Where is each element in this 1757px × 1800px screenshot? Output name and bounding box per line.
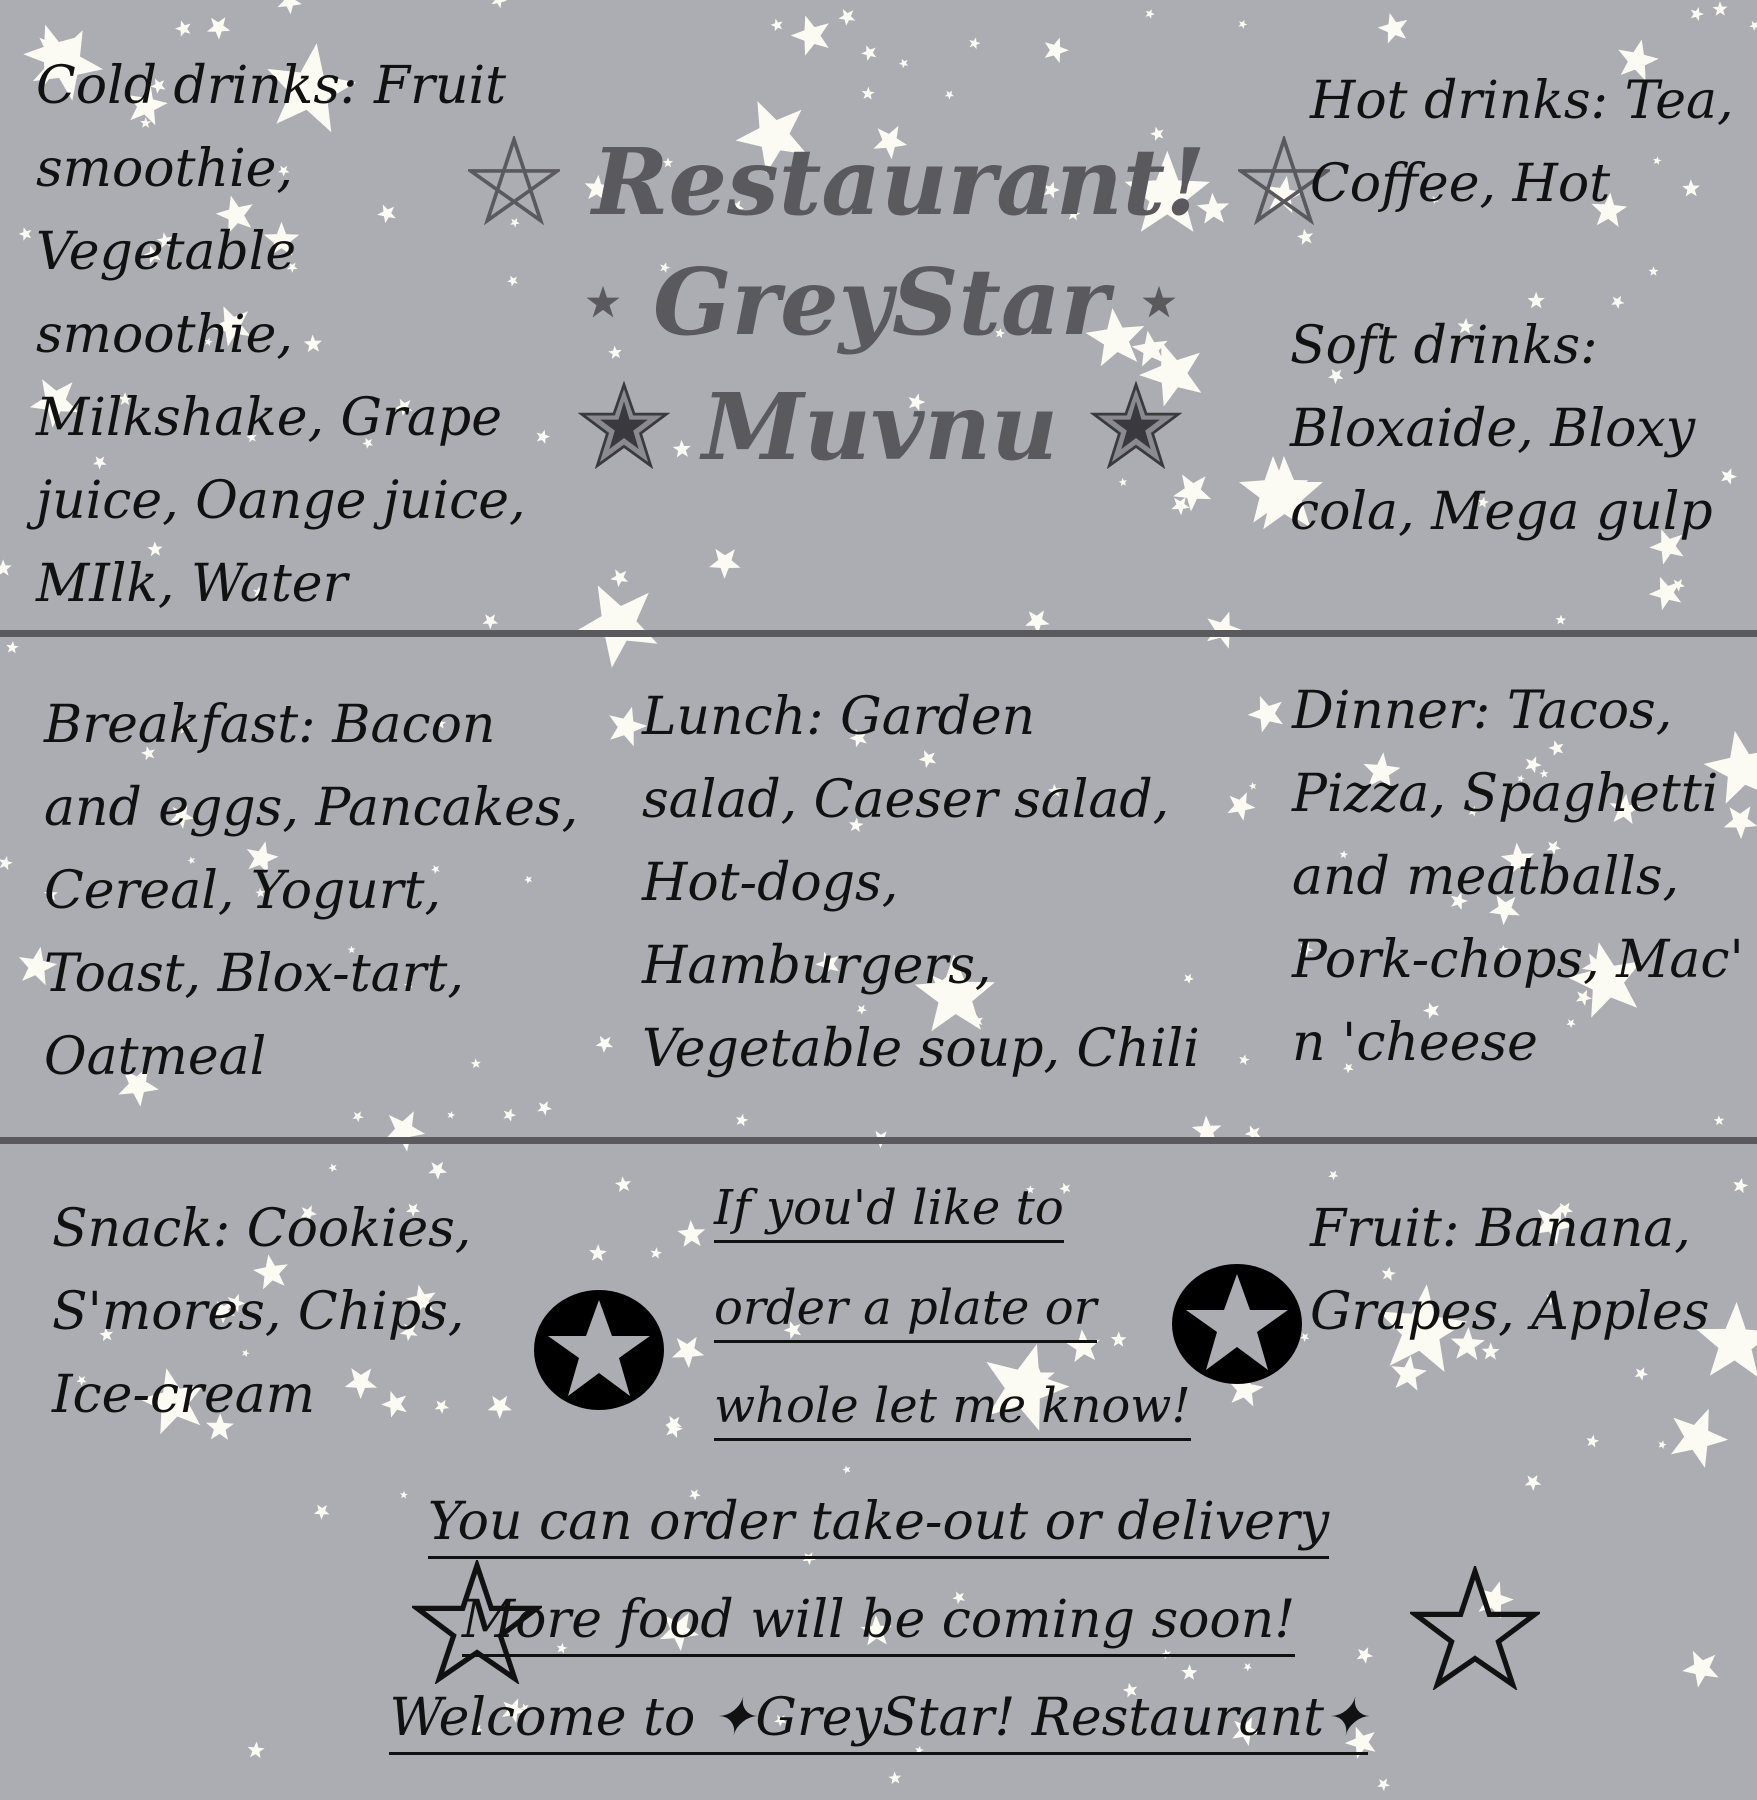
- dinner-list: Dinner: Tacos, Pizza, Spaghetti and meatballs, Pork-chops, Mac' n 'cheese: [1292, 681, 1744, 1073]
- background-star: [899, 59, 909, 69]
- background-star: [677, 1220, 705, 1247]
- background-star: [615, 1176, 631, 1192]
- background-star: [175, 20, 191, 36]
- footer-line-3: Welcome to ✦GreyStar! Restaurant✦: [0, 1688, 1757, 1748]
- background-star: [1671, 1409, 1728, 1468]
- background-star: [1749, 21, 1757, 31]
- background-star: [945, 91, 954, 100]
- nautical-star-icon: [578, 381, 670, 473]
- background-star: [842, 1465, 850, 1473]
- badge-star-icon: [532, 1288, 666, 1412]
- background-star: [0, 856, 13, 870]
- background-star: [1243, 1663, 1252, 1671]
- background-star: [736, 1114, 748, 1127]
- background-star: [862, 87, 875, 100]
- background-star: [6, 641, 18, 653]
- background-star: [969, 38, 980, 50]
- background-star: [1248, 696, 1283, 733]
- cold-drinks-list: Cold drinks: Fruit smoothie, Vegetable smoothie, Milkshake, Grape juice, Oange juice, MIlk, Water: [36, 56, 526, 614]
- background-star: [492, 0, 508, 8]
- background-star: [1227, 792, 1255, 820]
- background-star: [207, 17, 230, 39]
- background-star: [1249, 782, 1257, 790]
- background-star: [1525, 1475, 1542, 1491]
- background-star: [1181, 1664, 1197, 1680]
- section-divider: [0, 630, 1757, 637]
- background-star: [838, 9, 855, 26]
- snack-list: Snack: Cookies, S'mores, Chips, Ice-cream: [52, 1199, 472, 1425]
- background-star: [1111, 1332, 1127, 1347]
- background-star: [1556, 615, 1566, 625]
- background-star: [537, 1101, 552, 1116]
- title-menu: Muvnu: [702, 373, 1058, 482]
- title-row-1: [468, 120, 1330, 236]
- background-star: [1045, 38, 1069, 64]
- background-star: [888, 1772, 901, 1785]
- small-star-icon: [1141, 284, 1177, 320]
- background-star: [1328, 1171, 1338, 1181]
- background-star: [503, 1109, 516, 1122]
- lunch-list: Lunch: Garden salad, Caeser salad, Hot-dogs, Hamburgers, Vegetable soup, Chili: [642, 687, 1200, 1079]
- fruit-list: Fruit: Banana, Grapes, Apples: [1310, 1199, 1710, 1342]
- title-restaurant: Restaurant!: [592, 128, 1206, 237]
- order-note-line-1: If you'd like to: [714, 1180, 1064, 1236]
- background-star: [791, 16, 829, 56]
- background-star: [1239, 1054, 1249, 1065]
- hot-drinks-list: Hot drinks: Tea, Coffee, Hot: [1310, 71, 1734, 214]
- background-star: [589, 1244, 607, 1261]
- background-star: [1378, 13, 1408, 44]
- background-star: [596, 1036, 613, 1053]
- badge-star-icon: [1170, 1262, 1304, 1386]
- background-star: [709, 549, 741, 579]
- background-star: [448, 1111, 456, 1119]
- section-divider: [0, 1137, 1757, 1144]
- background-star: [1635, 1367, 1649, 1381]
- background-star: [1587, 1435, 1600, 1448]
- background-star: [575, 585, 658, 667]
- background-star: [672, 1337, 704, 1368]
- nautical-star-icon: [1090, 381, 1182, 473]
- background-star: [1377, 1779, 1390, 1792]
- order-note-line-2: order a plate or: [714, 1280, 1097, 1336]
- background-star: [353, 1111, 364, 1122]
- background-star: [1171, 497, 1190, 515]
- background-star: [1239, 20, 1248, 29]
- background-star: [1146, 9, 1155, 19]
- title-row-2: [585, 240, 1177, 356]
- outline-star-icon: [1410, 1566, 1540, 1690]
- background-star: [1714, 1115, 1724, 1125]
- background-star: [1713, 1, 1728, 15]
- background-star: [1682, 1651, 1719, 1688]
- breakfast-list: Breakfast: Bacon and eggs, Pancakes, Cereal, Yogurt, Toast, Blox-tart, Oatmeal: [44, 695, 579, 1087]
- background-star: [1691, 7, 1704, 21]
- background-star: [428, 1162, 447, 1180]
- background-star: [19, 227, 32, 240]
- background-star: [861, 45, 876, 61]
- soft-drinks-list: Soft drinks: Bloxaide, Bloxy cola, Mega gulp: [1290, 316, 1713, 542]
- background-star: [385, 1111, 425, 1151]
- background-star: [666, 1420, 683, 1438]
- background-star: [278, 0, 302, 14]
- outline-star-icon: [412, 1560, 542, 1684]
- title-greystar: GreyStar: [653, 248, 1110, 357]
- small-star-icon: [585, 284, 621, 320]
- background-star: [651, 1247, 663, 1258]
- background-star: [328, 1163, 337, 1172]
- background-star: [0, 559, 12, 575]
- footer-line-1: You can order take-out or delivery: [0, 1492, 1757, 1552]
- background-star: [771, 19, 783, 32]
- background-star: [1658, 1440, 1666, 1449]
- title-row-3: [578, 365, 1182, 481]
- footer-line-2: More food will be coming soon!: [0, 1590, 1757, 1650]
- order-note-line-3: whole let me know!: [714, 1378, 1191, 1434]
- background-star: [610, 569, 628, 587]
- background-star: [1649, 266, 1659, 276]
